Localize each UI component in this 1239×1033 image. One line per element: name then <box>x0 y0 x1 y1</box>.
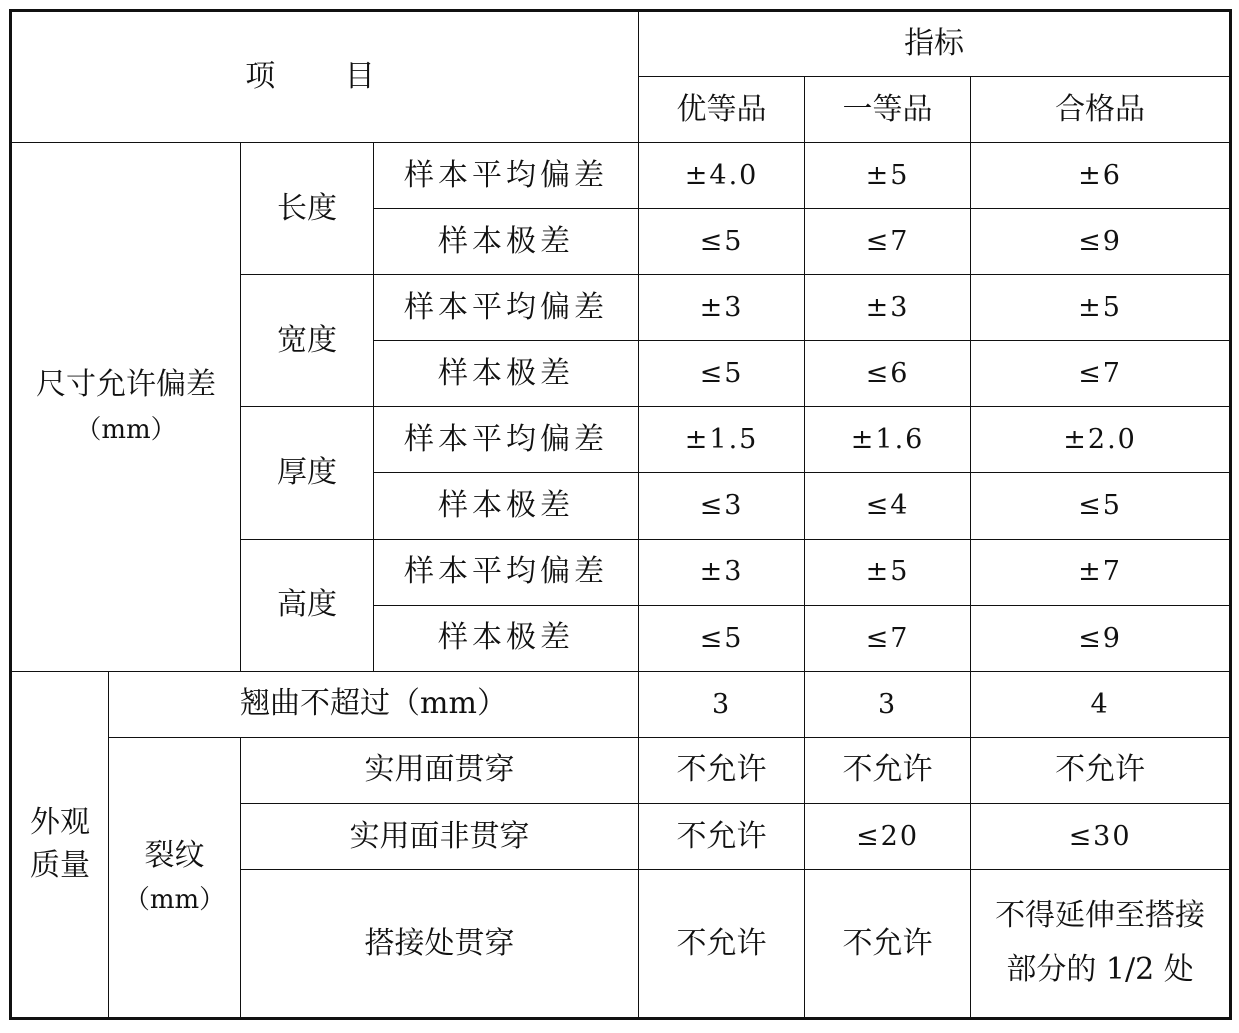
cell-value: ≤6 <box>805 341 971 407</box>
cell-value: ≤9 <box>971 605 1231 671</box>
cell-value: ±6 <box>971 143 1231 209</box>
cell-value: 4 <box>971 671 1231 737</box>
cell-value: ≤7 <box>805 209 971 275</box>
cell-value: 不允许 <box>971 737 1231 803</box>
header-grade-1: 优等品 <box>639 77 805 143</box>
cell-value: ≤5 <box>639 341 805 407</box>
crack-label-text: 裂纹 <box>144 837 205 873</box>
row-label: 实用面贯穿 <box>241 737 639 803</box>
cell-value: ±5 <box>805 539 971 605</box>
header-index: 指标 <box>639 11 1231 77</box>
cell-value: ±3 <box>639 539 805 605</box>
cell-value: ≤5 <box>971 473 1231 539</box>
cell-value: ±7 <box>971 539 1231 605</box>
appearance-label-line1: 外观 <box>30 804 90 840</box>
cell-value: 不允许 <box>805 737 971 803</box>
group-height: 高度 <box>241 539 374 671</box>
cell-value: 不允许 <box>639 869 805 1018</box>
row-label: 样本平均偏差 <box>374 143 639 209</box>
row-label: 样本极差 <box>374 605 639 671</box>
appearance-label-line2: 质量 <box>30 848 90 884</box>
row-label: 样本平均偏差 <box>374 539 639 605</box>
cell-value: 3 <box>639 671 805 737</box>
cell-value: 不允许 <box>805 869 971 1018</box>
cell-value: ±4.0 <box>639 143 805 209</box>
group-thickness: 厚度 <box>241 407 374 539</box>
group-width: 宽度 <box>241 275 374 407</box>
group-length: 长度 <box>241 143 374 275</box>
cell-value: ≤9 <box>971 209 1231 275</box>
dimension-label <box>11 143 241 672</box>
cell-value: ≤3 <box>639 473 805 539</box>
row-label: 搭接处贯穿 <box>241 869 639 1018</box>
cell-value: 不允许 <box>639 803 805 869</box>
cell-value: ±1.5 <box>639 407 805 473</box>
row-label: 样本平均偏差 <box>374 407 639 473</box>
cell-value: ≤5 <box>639 605 805 671</box>
cell-value: ±5 <box>805 143 971 209</box>
cell-value: ±2.0 <box>971 407 1231 473</box>
dimension-label-text: 尺寸允许偏差 <box>36 367 216 403</box>
cell-value: ≤4 <box>805 473 971 539</box>
cell-value: ±3 <box>639 275 805 341</box>
cell-value: ±1.6 <box>805 407 971 473</box>
header-grade-3: 合格品 <box>971 77 1231 143</box>
cell-value: ≤7 <box>805 605 971 671</box>
appearance-label <box>11 671 109 1018</box>
row-label: 样本平均偏差 <box>374 275 639 341</box>
cell-value: ±5 <box>971 275 1231 341</box>
cell-value: 不允许 <box>639 737 805 803</box>
row-label: 样本极差 <box>374 209 639 275</box>
cell-value: 3 <box>805 671 971 737</box>
spec-table <box>9 9 1232 1020</box>
dimension-unit: （mm） <box>75 414 177 445</box>
cell-value: ≤7 <box>971 341 1231 407</box>
cell-value: ≤30 <box>971 803 1231 869</box>
cell-value-multiline: 不得延伸至搭接部分的 1/2 处 <box>971 869 1231 1018</box>
crack-unit: （mm） <box>123 885 226 916</box>
cell-value: ≤20 <box>805 803 971 869</box>
header-item: 项 目 <box>11 11 639 143</box>
row-label: 样本极差 <box>374 473 639 539</box>
cell-value: ±3 <box>805 275 971 341</box>
row-label: 样本极差 <box>374 341 639 407</box>
header-grade-2: 一等品 <box>805 77 971 143</box>
cell-value: ≤5 <box>639 209 805 275</box>
crack-label <box>109 737 241 1018</box>
row-label: 实用面非贯穿 <box>241 803 639 869</box>
warp-label: 翘曲不超过（mm） <box>109 671 639 737</box>
